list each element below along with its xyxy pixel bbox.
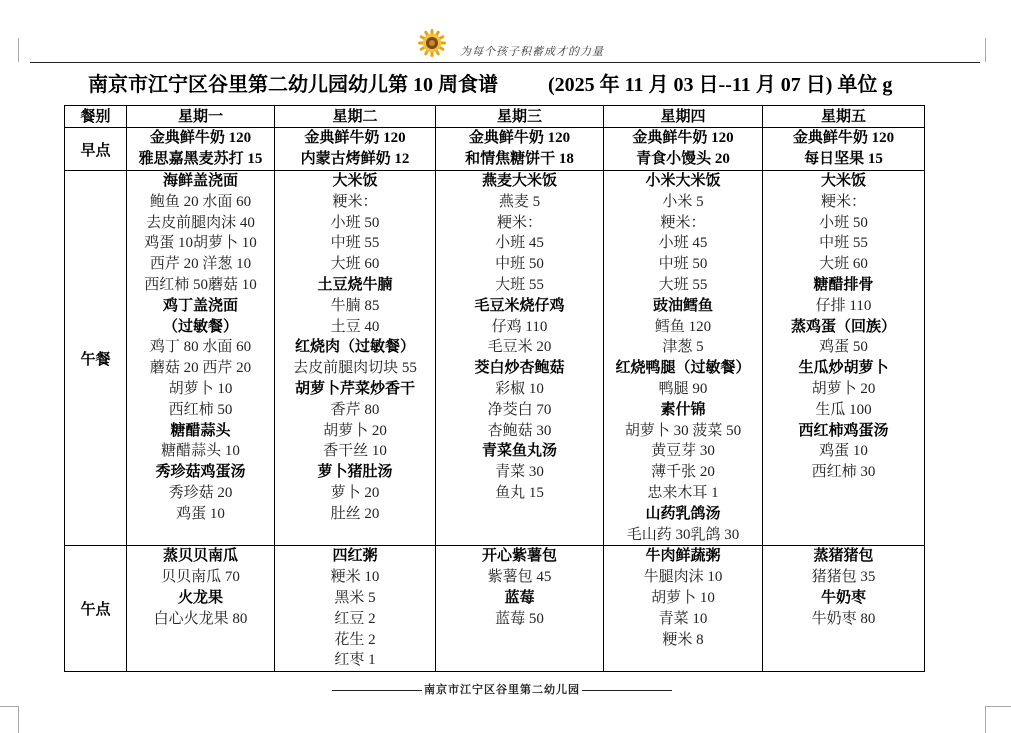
dish-name: 蒸贝贝南瓜 — [162, 548, 238, 565]
menu-cell — [763, 546, 925, 672]
dish-name: 萝卜猪肚汤 — [317, 464, 393, 481]
ingredient-line: 去皮前腿肉切块 55 — [293, 360, 417, 377]
ingredient-line: 小班 50 — [330, 214, 380, 231]
menu-cell — [436, 128, 604, 171]
dish-name: 内蒙古烤鲜奶 12 — [300, 151, 410, 167]
dish-name: 牛奶枣 — [820, 589, 866, 606]
dish-name: 大米饭 — [820, 173, 866, 189]
weekday-header: 星期一 — [127, 106, 275, 128]
ingredient-line: 毛豆米 20 — [487, 339, 552, 356]
dish-name: 青食小馒头 20 — [636, 151, 730, 167]
ingredient-line: 鱼丸 15 — [495, 484, 544, 501]
ingredient-line: 香干丝 10 — [323, 443, 387, 460]
crop-mark-bottom-right-h — [986, 706, 1011, 707]
ingredient-line: 鸡蛋 10 — [819, 443, 868, 460]
dish-name: 小米大米饭 — [645, 173, 721, 189]
dish-name: 茭白炒杏鲍菇 — [474, 360, 565, 377]
ingredient-line: 仔排 110 — [815, 297, 872, 314]
dish-name: 生瓜炒胡萝卜 — [798, 360, 889, 377]
ingredient-line: 牛腩 85 — [330, 297, 380, 314]
ingredient-line: 燕麦 5 — [498, 193, 541, 210]
ingredient-line: 牛奶枣 80 — [811, 610, 876, 627]
ingredient-line: 中班 55 — [819, 235, 868, 252]
menu-cell — [275, 546, 436, 672]
menu-cell — [763, 128, 925, 171]
ingredient-line: 彩椒 10 — [495, 380, 544, 397]
dish-name: 火龙果 — [177, 589, 223, 606]
dish-name: 素什锦 — [660, 401, 706, 418]
ingredient-line: 紫薯包 45 — [487, 569, 552, 586]
ingredient-line: 胡萝卜 20 — [811, 380, 876, 397]
dish-name: 豉油鳕鱼 — [652, 297, 713, 314]
ingredient-line: 香芹 80 — [330, 401, 380, 418]
meal-label: 午餐 — [65, 171, 127, 546]
ingredient-line: 鲍鱼 20 水面 60 — [149, 193, 252, 210]
dish-name: 红烧鸭腿（过敏餐） — [615, 360, 751, 377]
ingredient-line: 粳米 10 — [330, 569, 380, 586]
ingredient-line: 杏鲍菇 30 — [487, 422, 552, 439]
dish-name: 开心紫薯包 — [481, 548, 557, 565]
dish-name: 金典鲜牛奶 120 — [632, 130, 734, 146]
ingredient-line: 粳米 8 — [662, 631, 704, 648]
dish-name: 鸡丁盖浇面 — [162, 297, 238, 314]
ingredient-line: 小班 45 — [658, 235, 708, 252]
ingredient-line: 鸡蛋 10 — [176, 505, 225, 522]
ingredient-line: 蘑菇 20 西芹 20 — [149, 360, 252, 377]
ingredient-line: 蓝莓 50 — [495, 610, 544, 627]
ingredient-line: 中班 55 — [330, 235, 380, 252]
dish-name: 海鲜盖浇面 — [162, 173, 238, 189]
ingredient-line: 西红柿 30 — [811, 464, 876, 481]
footer-school-name: 南京市江宁区谷里第二幼儿园 — [424, 683, 580, 696]
footer-rule-left — [332, 690, 422, 691]
header-rule — [30, 62, 980, 63]
dish-name: 毛豆米烧仔鸡 — [474, 297, 565, 314]
meal-label: 早点 — [65, 128, 127, 171]
page-footer — [332, 683, 672, 697]
ingredient-line: 糖醋蒜头 10 — [161, 443, 240, 460]
ingredient-line: 秀珍菇 20 — [168, 484, 233, 501]
ingredient-line: 鳕鱼 120 — [654, 318, 712, 335]
ingredient-line: 粳米： — [496, 214, 542, 231]
crop-mark-bottom-right — [985, 706, 986, 733]
ingredient-line: 粳米： — [820, 193, 866, 210]
dish-name: 蒸鸡蛋（回族） — [790, 318, 896, 335]
ingredient-line: 鸡蛋 50 — [819, 339, 868, 356]
dish-name: 土豆烧牛腩 — [317, 276, 393, 293]
dish-name: 山药乳鸽汤 — [645, 505, 721, 522]
dish-name: 秀珍菇鸡蛋汤 — [155, 464, 246, 481]
dish-name: 青菜鱼丸汤 — [481, 443, 557, 460]
meal-label: 午点 — [65, 546, 127, 672]
dish-name: （过敏餐） — [162, 318, 238, 335]
dish-name: 雅思嘉黑麦苏打 15 — [138, 151, 263, 167]
ingredient-line: 粳米： — [332, 193, 378, 210]
ingredient-line: 小班 50 — [819, 214, 868, 231]
menu-cell — [436, 546, 604, 672]
dish-name: 糖醋蒜头 — [170, 422, 231, 439]
ingredient-line: 粳米： — [660, 214, 706, 231]
ingredient-line: 鸭腿 90 — [658, 380, 708, 397]
ingredient-line: 贝贝南瓜 70 — [161, 569, 240, 586]
dish-name: 牛肉鲜蔬粥 — [645, 548, 721, 565]
ingredient-line: 去皮前腿肉沫 40 — [146, 214, 255, 231]
ingredient-line: 大班 60 — [330, 256, 380, 273]
sun-emblem-icon — [418, 29, 446, 57]
dish-name: 胡萝卜芹菜炒香干 — [294, 380, 415, 397]
ingredient-line: 红枣 1 — [334, 652, 376, 669]
dish-name: 蓝莓 — [504, 589, 535, 606]
dish-name: 西红柿鸡蛋汤 — [798, 422, 889, 439]
ingredient-line: 小班 45 — [495, 235, 544, 252]
weekday-header: 星期五 — [763, 106, 925, 128]
ingredient-line: 津葱 5 — [662, 339, 704, 356]
dish-name: 糖醋排骨 — [813, 276, 874, 293]
dish-name: 四红粥 — [332, 548, 378, 565]
document-title: 南京市江宁区谷里第二幼儿园幼儿第 10 周食谱 — [88, 74, 498, 96]
crop-mark-bottom-left-h — [0, 706, 18, 707]
weekday-header: 星期二 — [275, 106, 436, 128]
ingredient-line: 青菜 30 — [495, 464, 544, 481]
ingredient-line: 胡萝卜 10 — [651, 589, 715, 606]
ingredient-line: 忠来木耳 1 — [647, 484, 719, 501]
ingredient-line: 中班 50 — [495, 256, 544, 273]
ingredient-line: 净茭白 70 — [487, 401, 552, 418]
ingredient-line: 西红柿 50蘑菇 10 — [144, 276, 257, 293]
weekday-header: 星期三 — [436, 106, 604, 128]
ingredient-line: 鸡蛋 10胡萝卜 10 — [144, 235, 257, 252]
ingredient-line: 牛腿肉沫 10 — [643, 569, 723, 586]
dish-name: 和情焦糖饼干 18 — [465, 151, 574, 167]
ingredient-line: 大班 60 — [819, 256, 868, 273]
ingredient-line: 生瓜 100 — [815, 401, 872, 418]
meal-row — [65, 128, 925, 171]
dish-name: 大米饭 — [332, 173, 378, 189]
meal-type-header: 餐别 — [65, 106, 127, 128]
header-slogan: 为每个孩子积蓄成才的力量 — [460, 45, 604, 58]
menu-cell — [763, 171, 925, 546]
ingredient-line: 大班 55 — [658, 276, 708, 293]
meal-row — [65, 546, 925, 672]
ingredient-line: 薄千张 20 — [651, 464, 715, 481]
ingredient-line: 小米 5 — [662, 193, 704, 210]
menu-cell — [275, 171, 436, 546]
ingredient-line: 青菜 10 — [658, 610, 708, 627]
ingredient-line: 中班 50 — [658, 256, 708, 273]
menu-header-row — [65, 106, 925, 128]
ingredient-line: 猪猪包 35 — [811, 569, 876, 586]
ingredient-line: 白心火龙果 80 — [153, 610, 248, 627]
dish-name: 金典鲜牛奶 120 — [149, 130, 252, 146]
ingredient-line: 鸡丁 80 水面 60 — [149, 339, 252, 356]
ingredient-line: 黄豆芽 30 — [651, 443, 715, 460]
dish-name: 金典鲜牛奶 120 — [792, 130, 895, 146]
dish-name: 金典鲜牛奶 120 — [304, 130, 406, 146]
footer-rule-right — [582, 690, 672, 691]
menu-cell — [127, 546, 275, 672]
menu-cell — [604, 128, 763, 171]
weekly-menu-table — [64, 105, 925, 672]
menu-cell — [127, 128, 275, 171]
document-date-range: (2025 年 11 月 03 日--11 月 07 日) 单位 g — [548, 74, 893, 96]
ingredient-line: 西红柿 50 — [168, 401, 233, 418]
crop-mark-top-right — [985, 38, 986, 62]
crop-mark-top-left — [18, 38, 19, 62]
crop-mark-bottom-left — [18, 706, 19, 733]
menu-cell — [436, 171, 604, 546]
ingredient-line: 红豆 2 — [334, 610, 376, 627]
ingredient-line: 胡萝卜 20 — [323, 422, 387, 439]
menu-cell — [604, 546, 763, 672]
ingredient-line: 西芹 20 洋葱 10 — [149, 256, 252, 273]
ingredient-line: 胡萝卜 10 — [168, 380, 233, 397]
ingredient-line: 土豆 40 — [330, 318, 380, 335]
menu-cell — [604, 171, 763, 546]
weekday-header: 星期四 — [604, 106, 763, 128]
dish-name: 每日坚果 15 — [804, 151, 883, 167]
dish-name: 蒸猪猪包 — [813, 548, 874, 565]
meal-row — [65, 171, 925, 546]
dish-name: 燕麦大米饭 — [481, 173, 557, 189]
menu-cell — [275, 128, 436, 171]
ingredient-line: 黑米 5 — [334, 589, 376, 606]
menu-cell — [127, 171, 275, 546]
ingredient-line: 仔鸡 110 — [491, 318, 548, 335]
ingredient-line: 大班 55 — [495, 276, 544, 293]
ingredient-line: 萝卜 20 — [330, 484, 380, 501]
ingredient-line: 花生 2 — [334, 631, 376, 648]
ingredient-line: 胡萝卜 30 菠菜 50 — [624, 422, 742, 439]
dish-name: 金典鲜牛奶 120 — [468, 130, 571, 146]
dish-name: 红烧肉（过敏餐） — [294, 339, 415, 356]
ingredient-line: 肚丝 20 — [330, 505, 380, 522]
ingredient-line: 毛山药 30乳鸽 30 — [626, 526, 740, 543]
